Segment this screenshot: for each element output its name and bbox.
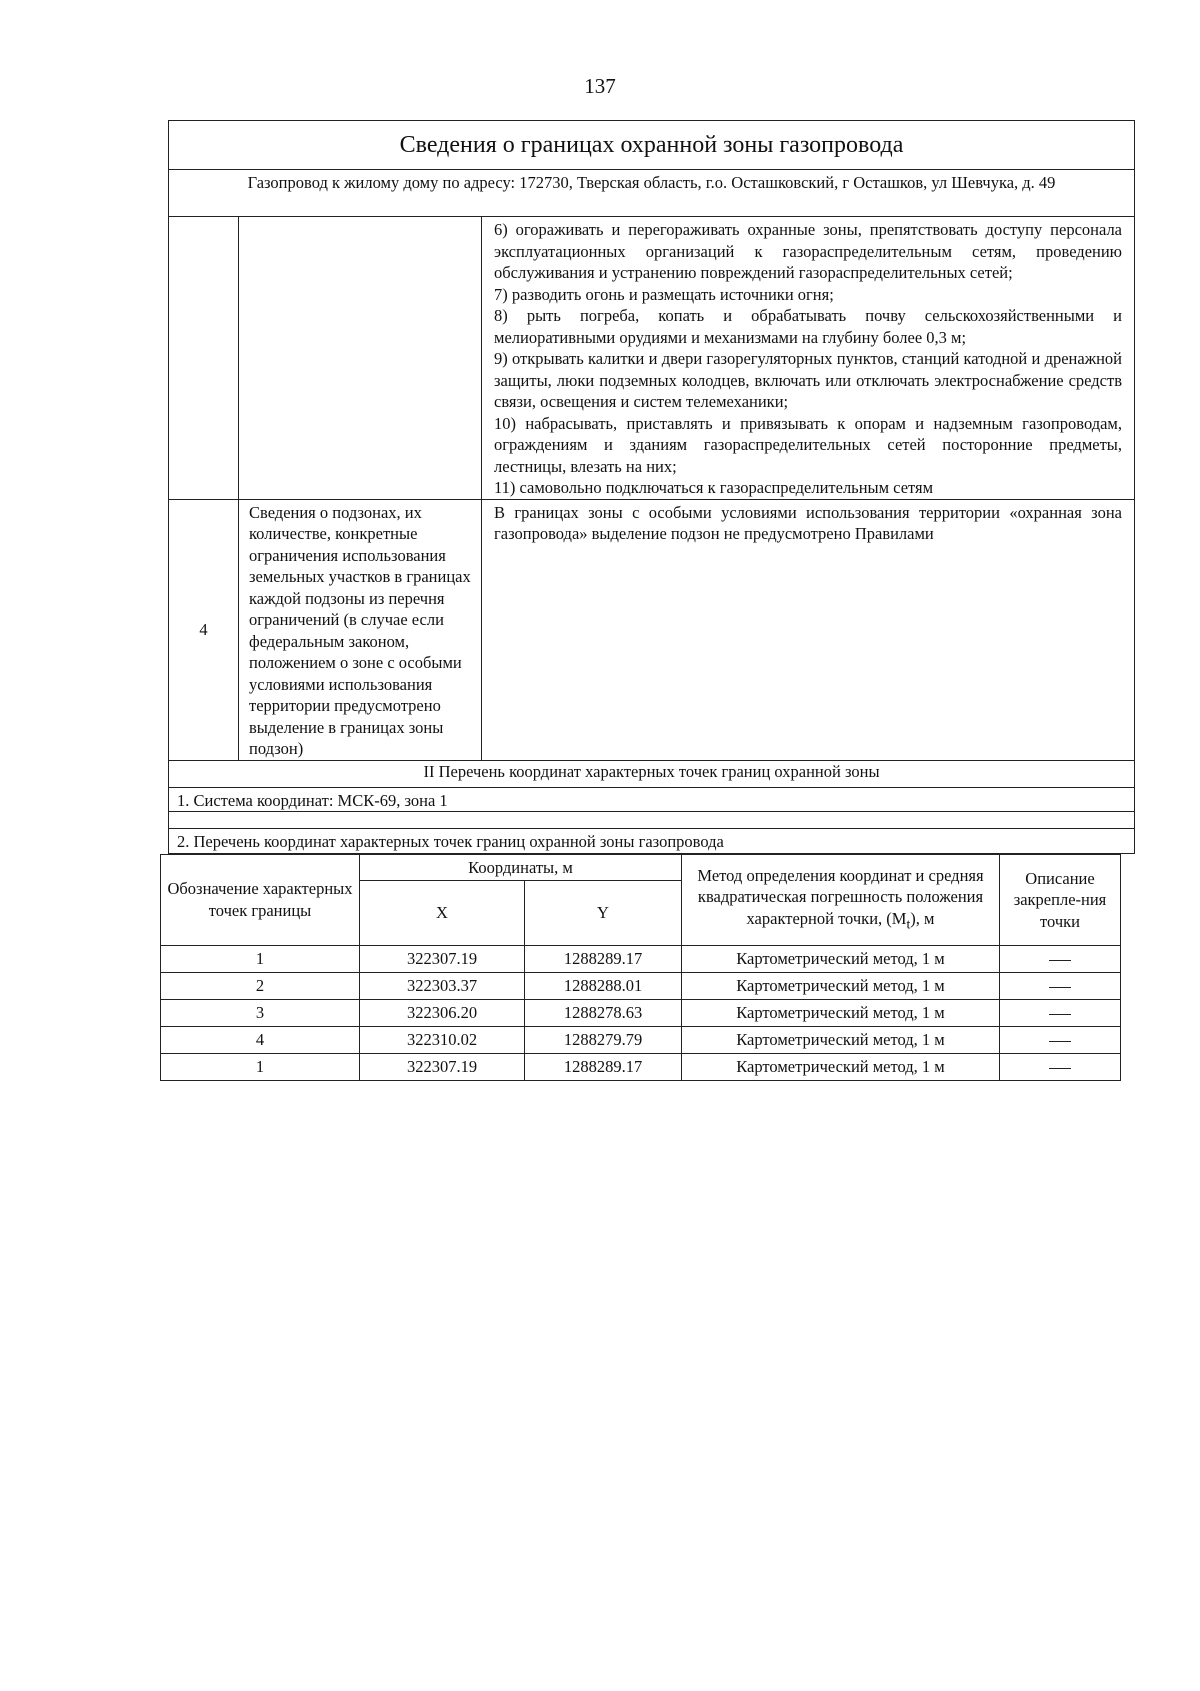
description-cell xyxy=(1000,973,1121,1000)
y-cell: 1288289.17 xyxy=(525,1054,682,1081)
restrictions-description-cell xyxy=(239,217,482,500)
point-cell: 3 xyxy=(161,1000,360,1027)
restrictions-row xyxy=(169,217,1135,500)
table-row xyxy=(161,1054,1121,1081)
restriction-item: 6) огораживать и перегораживать охранные зоны, препятствовать доступу персонала эксплуатационных организаций к газораспределительным сетям, проведению обслуживания и устранению повреждений газораспределительных сетей; xyxy=(494,220,1123,282)
description-cell xyxy=(1000,1054,1121,1081)
method-cell: Картометрический метод, 1 м xyxy=(682,946,1000,973)
point-cell: 1 xyxy=(161,946,360,973)
description-cell xyxy=(1000,1000,1121,1027)
x-cell: 322306.20 xyxy=(360,1000,525,1027)
point-cell: 1 xyxy=(161,1054,360,1081)
restriction-item: 11) самовольно подключаться к газораспределительным сетям xyxy=(494,478,934,497)
method-cell: Картометрический метод, 1 м xyxy=(682,973,1000,1000)
spacer-row xyxy=(169,812,1135,829)
header-method-subscript: t xyxy=(906,916,911,932)
coordinates-table xyxy=(160,854,1121,1082)
header-y: Y xyxy=(525,881,682,946)
coordinate-list-title: 2. Перечень координат характерных точек границ охранной зоны газопровода xyxy=(169,829,1135,854)
page-number: 137 xyxy=(584,74,616,98)
y-cell: 1288279.79 xyxy=(525,1027,682,1054)
zone-info-sheet xyxy=(168,120,1134,1081)
restrictions-list xyxy=(482,217,1135,500)
table-row xyxy=(161,1027,1121,1054)
subzones-value: В границах зоны с особыми условиями использования территории «охранная зона газопровода» выделение подзон не предусмотрено Правилами xyxy=(482,499,1135,760)
header-x: X xyxy=(360,881,525,946)
coordinates-table-wrap xyxy=(160,854,1120,1082)
restriction-item: 10) набрасывать, приставлять и привязывать к опорам и надземным газопроводам, ограждениям и зданиям газораспределительных сетей посторонние предметы, лестницы, влезать на них; xyxy=(494,413,1123,476)
x-cell: 322307.19 xyxy=(360,946,525,973)
restriction-item: 7) разводить огонь и размещать источники огня; xyxy=(494,284,834,304)
point-cell: 2 xyxy=(161,973,360,1000)
zone-info-table xyxy=(168,120,1135,854)
y-cell: 1288289.17 xyxy=(525,946,682,973)
header-method-text: Метод определения координат и средняя квадратическая погрешность положения характерной точки, (M xyxy=(697,865,984,928)
dash-mark xyxy=(1049,987,1071,988)
y-cell: 1288278.63 xyxy=(525,1000,682,1027)
header-method-unit: ), м xyxy=(910,908,935,928)
header-description: Описание закрепле-ния точки xyxy=(1000,854,1121,946)
method-cell: Картометрический метод, 1 м xyxy=(682,1027,1000,1054)
restrictions-number-cell xyxy=(169,217,239,500)
gas-pipeline-address: Газопровод к жилому дому по адресу: 172730, Тверская область, г.о. Осташковский, г Осташков, ул Шевчука, д. 49 xyxy=(169,170,1135,217)
table-row xyxy=(161,973,1121,1000)
method-cell: Картометрический метод, 1 м xyxy=(682,1000,1000,1027)
table-row xyxy=(161,1000,1121,1027)
description-cell xyxy=(1000,1027,1121,1054)
section-2-title: II Перечень координат характерных точек границ охранной зоны xyxy=(169,760,1135,787)
restriction-item: 9) открывать калитки и двери газорегуляторных пунктов, станций катодной и дренажной защиты, люки подземных колодцев, включать или отключать электроснабжение средств связи, освещения и систем телемеханики; xyxy=(494,349,1123,411)
dash-mark xyxy=(1049,1041,1071,1042)
header-coordinates: Координаты, м xyxy=(360,854,682,881)
description-cell xyxy=(1000,946,1121,973)
method-cell: Картометрический метод, 1 м xyxy=(682,1054,1000,1081)
subzones-description: Сведения о подзонах, их количестве, конкретные ограничения использования земельных участков в границах каждой подзоны из перечня ограничений (в случае если федеральным законом, положением о зоне с особыми условиями использования территории предусмотрено выделение в границах зоны подзон) xyxy=(239,499,482,760)
dash-mark xyxy=(1049,1014,1071,1015)
x-cell: 322307.19 xyxy=(360,1054,525,1081)
subzones-row xyxy=(169,499,1135,760)
header-point: Обозначение характерных точек границы xyxy=(161,854,360,946)
y-cell: 1288288.01 xyxy=(525,973,682,1000)
dash-mark xyxy=(1049,1068,1071,1069)
header-method xyxy=(682,854,1000,946)
x-cell: 322310.02 xyxy=(360,1027,525,1054)
point-cell: 4 xyxy=(161,1027,360,1054)
coordinate-system: 1. Система координат: МСК-69, зона 1 xyxy=(169,787,1135,812)
restriction-item: 8) рыть погреба, копать и обрабатывать почву сельскохозяйственными и мелиоративными орудиями и механизмами на глубину более 0,3 м; xyxy=(494,306,1123,347)
row-number: 4 xyxy=(169,499,239,760)
table-row xyxy=(161,946,1121,973)
document-title: Сведения о границах охранной зоны газопровода xyxy=(169,121,1135,170)
x-cell: 322303.37 xyxy=(360,973,525,1000)
dash-mark xyxy=(1049,960,1071,961)
